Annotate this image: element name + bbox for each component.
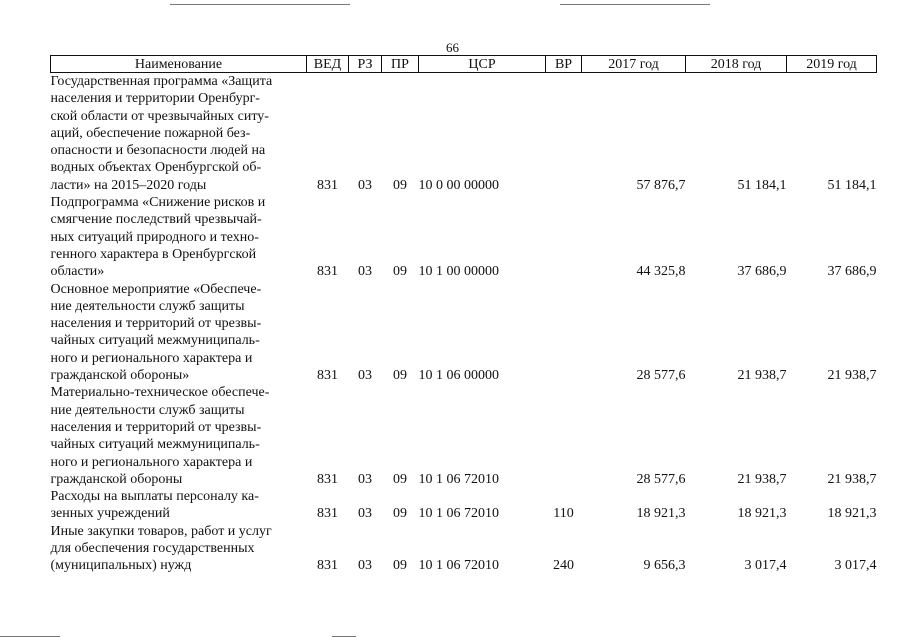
table-row bbox=[51, 281, 877, 385]
cell-name-line: населения и территорий от чрезвы- bbox=[50, 316, 262, 332]
cell-ved: 831 bbox=[317, 368, 338, 384]
cell-vr bbox=[546, 194, 582, 280]
cell-vr: 240 bbox=[553, 558, 574, 574]
cell-name-line: Подпрограмма «Снижение рисков и bbox=[50, 195, 266, 211]
table-header-row bbox=[51, 56, 877, 73]
cell-name bbox=[51, 384, 307, 488]
header-rz: РЗ bbox=[349, 56, 382, 73]
cell-name-line: чайных ситуаций межмуниципаль- bbox=[50, 333, 260, 349]
cell-ved: 831 bbox=[317, 506, 338, 522]
cell-name bbox=[51, 281, 307, 385]
cell-csr: 10 1 00 00000 bbox=[418, 264, 499, 280]
cell-ved: 831 bbox=[317, 471, 338, 487]
top-scan-line-right bbox=[560, 4, 710, 5]
cell-2019: 37 686,9 bbox=[827, 264, 877, 280]
cell-2019: 51 184,1 bbox=[827, 177, 877, 193]
cell-name-line: гражданской обороны» bbox=[50, 368, 190, 384]
cell-rz: 03 bbox=[358, 368, 372, 384]
cell-name-line: ных ситуаций природного и техно- bbox=[50, 229, 259, 245]
cell-2019: 21 938,7 bbox=[827, 471, 877, 487]
cell-2017: 18 921,3 bbox=[636, 506, 686, 522]
header-name: Наименование bbox=[51, 56, 307, 73]
cell-pr: 09 bbox=[393, 558, 407, 574]
cell-name-line: ного и регионального характера и bbox=[50, 350, 253, 366]
cell-pr: 09 bbox=[393, 177, 407, 193]
cell-pr: 09 bbox=[393, 264, 407, 280]
cell-vr: 110 bbox=[553, 506, 574, 522]
cell-name-line: ской области от чрезвычайных ситу- bbox=[50, 108, 269, 124]
cell-csr: 10 1 06 72010 bbox=[418, 558, 499, 574]
cell-name bbox=[51, 73, 307, 195]
cell-name-line: аций, обеспечение пожарной без- bbox=[50, 125, 251, 141]
cell-2017: 57 876,7 bbox=[636, 177, 686, 193]
cell-name-line: генного характера в Оренбургской bbox=[50, 246, 257, 262]
cell-2017: 44 325,8 bbox=[636, 264, 686, 280]
cell-vr bbox=[546, 73, 582, 195]
table-row bbox=[51, 73, 877, 195]
cell-name-line: ние деятельности служб защиты bbox=[50, 298, 245, 314]
cell-csr: 10 1 06 72010 bbox=[418, 506, 499, 522]
cell-2017: 28 577,6 bbox=[636, 471, 686, 487]
cell-2018: 21 938,7 bbox=[737, 471, 787, 487]
cell-ved: 831 bbox=[317, 558, 338, 574]
cell-2019: 18 921,3 bbox=[827, 506, 877, 522]
header-vr: ВР bbox=[546, 56, 582, 73]
header-pr: ПР bbox=[382, 56, 419, 73]
cell-2018: 3 017,4 bbox=[744, 558, 787, 574]
cell-csr: 10 1 06 00000 bbox=[418, 368, 499, 384]
cell-ved: 831 bbox=[317, 264, 338, 280]
cell-name-line: чайных ситуаций межмуниципаль- bbox=[50, 437, 260, 453]
cell-name-line: населения и территорий от чрезвы- bbox=[50, 419, 262, 435]
table-row bbox=[51, 194, 877, 280]
cell-2017: 28 577,6 bbox=[636, 368, 686, 384]
cell-2019: 21 938,7 bbox=[827, 368, 877, 384]
cell-rz: 03 bbox=[358, 506, 372, 522]
cell-rz: 03 bbox=[358, 264, 372, 280]
cell-2018: 21 938,7 bbox=[737, 368, 787, 384]
cell-pr: 09 bbox=[393, 368, 407, 384]
cell-2018: 37 686,9 bbox=[737, 264, 787, 280]
cell-csr: 10 0 00 00000 bbox=[418, 177, 499, 193]
cell-name bbox=[51, 488, 307, 523]
header-csr: ЦСР bbox=[419, 56, 546, 73]
table-row bbox=[51, 523, 877, 575]
cell-vr bbox=[546, 384, 582, 488]
cell-csr: 10 1 06 72010 bbox=[418, 471, 499, 487]
cell-name bbox=[51, 194, 307, 280]
cell-ved: 831 bbox=[317, 177, 338, 193]
budget-table bbox=[50, 55, 877, 575]
cell-name-line: (муниципальных) нужд bbox=[50, 558, 192, 574]
cell-pr: 09 bbox=[393, 471, 407, 487]
cell-2018: 18 921,3 bbox=[737, 506, 787, 522]
cell-rz: 03 bbox=[358, 177, 372, 193]
table-body bbox=[51, 73, 877, 575]
cell-name-line: области» bbox=[50, 264, 105, 280]
table-row bbox=[51, 384, 877, 488]
cell-name-line: ного и регионального характера и bbox=[50, 454, 253, 470]
cell-2018: 51 184,1 bbox=[737, 177, 787, 193]
cell-vr bbox=[546, 281, 582, 385]
cell-2019: 3 017,4 bbox=[834, 558, 877, 574]
cell-name-line: опасности и безопасности людей на bbox=[50, 143, 266, 159]
table-row bbox=[51, 488, 877, 523]
cell-pr: 09 bbox=[393, 506, 407, 522]
header-2018: 2018 год bbox=[686, 56, 787, 73]
cell-name-line: населения и территории Оренбург- bbox=[50, 91, 260, 107]
cell-name-line: для обеспечения государственных bbox=[50, 541, 255, 557]
cell-name-line: Материально-техническое обеспече- bbox=[50, 385, 270, 401]
cell-name-line: зенных учреждений bbox=[50, 506, 170, 522]
cell-2017: 9 656,3 bbox=[643, 558, 686, 574]
header-2019: 2019 год bbox=[787, 56, 877, 73]
bottom-scan-line-mid bbox=[332, 636, 356, 637]
cell-name-line: Расходы на выплаты персоналу ка- bbox=[50, 489, 259, 505]
cell-name-line: гражданской обороны bbox=[50, 471, 183, 487]
cell-name-line: Основное мероприятие «Обеспече- bbox=[50, 281, 262, 297]
header-ved: ВЕД bbox=[307, 56, 349, 73]
cell-name-line: смягчение последствий чрезвычай- bbox=[50, 212, 262, 228]
top-scan-line bbox=[170, 4, 350, 5]
cell-rz: 03 bbox=[358, 471, 372, 487]
cell-name-line: Государственная программа «Защита bbox=[50, 74, 273, 89]
cell-name bbox=[51, 523, 307, 575]
cell-name-line: ласти» на 2015–2020 годы bbox=[50, 177, 207, 193]
bottom-scan-line bbox=[0, 636, 60, 637]
cell-name-line: Иные закупки товаров, работ и услуг bbox=[50, 523, 272, 539]
cell-name-line: ние деятельности служб защиты bbox=[50, 402, 245, 418]
header-2017: 2017 год bbox=[582, 56, 686, 73]
cell-name-line: водных объектах Оренбургской об- bbox=[50, 160, 262, 176]
page-number: 66 bbox=[446, 40, 459, 55]
cell-rz: 03 bbox=[358, 558, 372, 574]
